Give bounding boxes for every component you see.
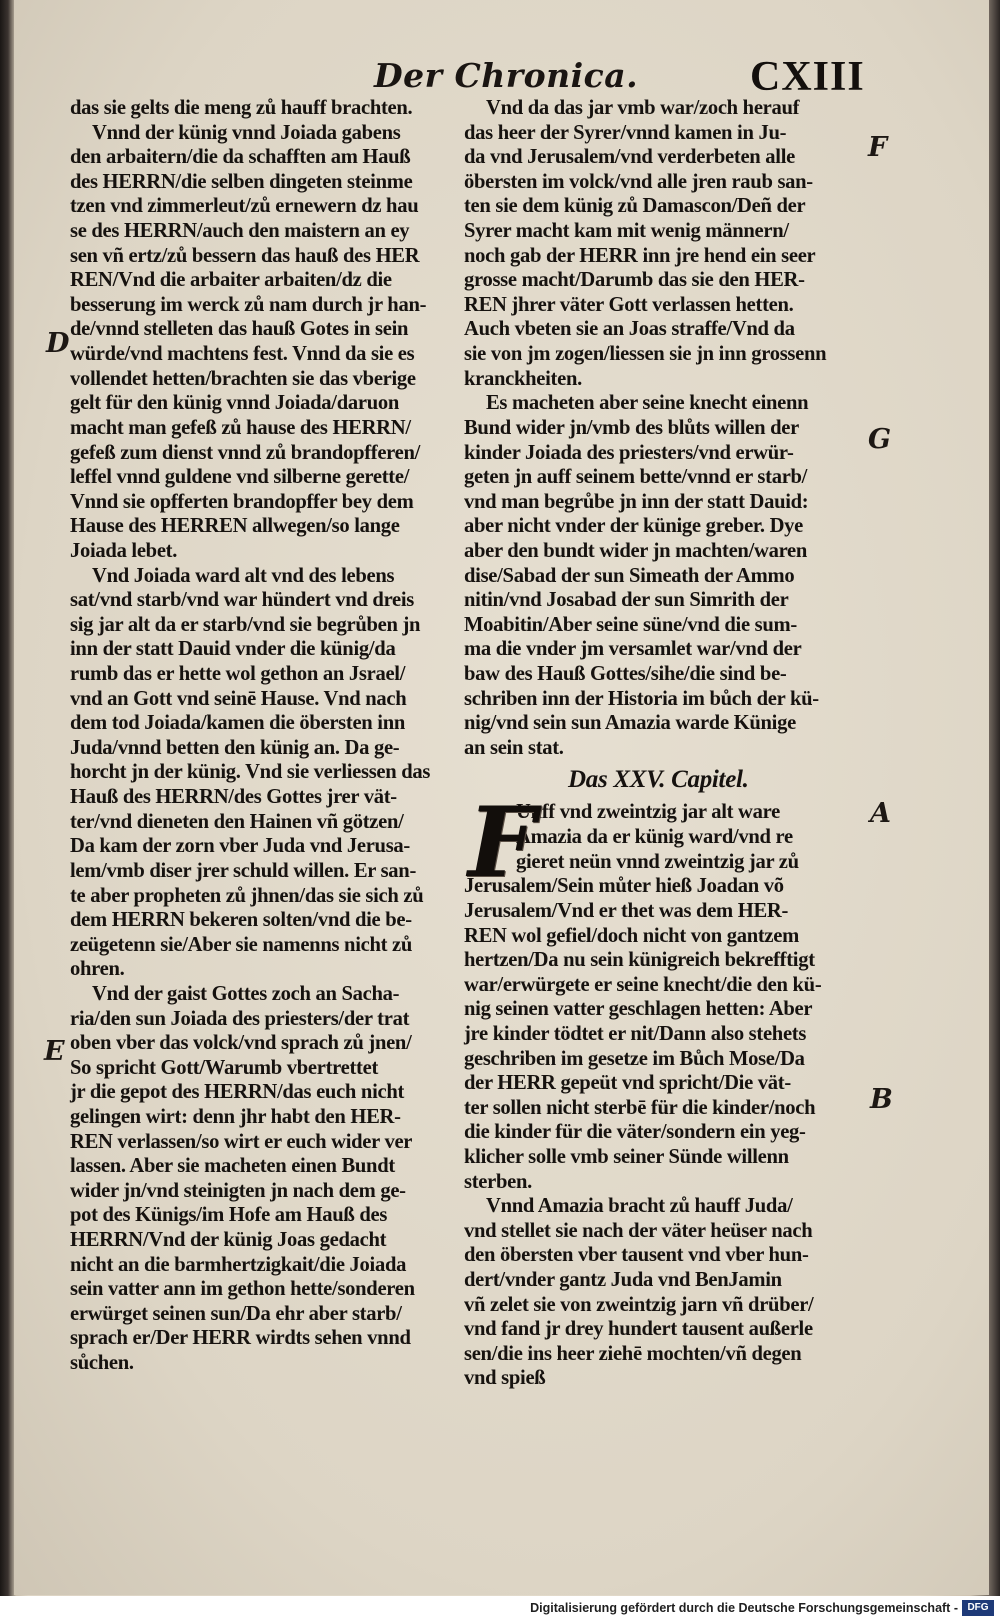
funding-credit-text: Digitalisierung gefördert durch die Deutsche Forschungsgemeinschaft - [530, 1601, 958, 1615]
text-line: vnd spieß [464, 1367, 546, 1390]
text-line: REN/Vnd die arbaiter arbaiten/dz die [70, 269, 392, 292]
text-line: Syrer macht kam mit wenig männern/ [464, 220, 789, 243]
text-line: erwürget seinen sun/Da ehr aber starb/ [70, 1302, 402, 1325]
text-line: sat/vnd starb/vnd war hündert vnd dreis [70, 589, 415, 612]
text-line: ten sie dem künig zů Damascon/Deñ der [464, 195, 806, 218]
text-line: ma die vnder jm versamlet war/vnd der [464, 638, 802, 661]
text-line: gelt für den künig vnnd Joiada/daruon [70, 392, 399, 415]
text-line: gieret neün vnnd zweintzig jar zů [516, 850, 799, 873]
text-line: Vnd Joiada ward alt vnd des lebens [92, 564, 395, 587]
text-line: vnd an Gott vnd seinē Hause. Vnd nach [70, 687, 407, 710]
text-line: kinder Joiada des priesters/vnd erwür- [464, 441, 794, 464]
text-line: nitin/vnd Josabad der sun Simrith der [464, 589, 789, 612]
text-line: sig jar alt da er starb/vnd sie begrůben jn [70, 613, 421, 636]
chapter-section [464, 760, 859, 1391]
text-line: jre kinder tödtet er nit/Dann also stehets [464, 1022, 807, 1045]
text-line: dem tod Joiada/kamen die öbersten inn [70, 712, 406, 735]
dfg-logo: DFG [962, 1600, 994, 1616]
text-line: sen/die ins heer ziehē mochten/vñ degen [464, 1342, 802, 1365]
text-line: ohren. [70, 958, 125, 981]
text-line: ria/den sun Joiada des priesters/der trat [70, 1007, 410, 1030]
text-line: des HERRN/die selben dingeten steinme [70, 170, 413, 193]
text-line: HERRN/Vnd der künig Joas gedacht [70, 1229, 387, 1252]
text-line: dert/vnder gantz Juda vnd BenJamin [464, 1269, 782, 1292]
running-title: Der Chronica. [374, 56, 639, 95]
text-line: sterben. [464, 1170, 532, 1193]
text-line: nig/vnd sein sun Amazia warde Künige [464, 712, 796, 735]
text-line: sein vatter ann im gethon hette/sonderen [70, 1278, 415, 1301]
text-line: schriben inn der Historia im bůch der kü- [464, 687, 819, 710]
text-line: dem HERRN bekeren solten/vnd die be- [70, 909, 412, 932]
text-line: Jerusalem/Sein můter hieß Joadan võ [464, 875, 784, 898]
text-line: sen vñ ertz/zů bessern das hauß des HER [70, 244, 420, 267]
margin-letter-b: B [870, 1084, 893, 1115]
text-line: pot des Künigs/im Hofe am Hauß des [70, 1204, 388, 1227]
text-line: inn der statt Dauid vnder die künig/da [70, 638, 396, 661]
text-line: der HERR gepeüt vnd spricht/Die vät- [464, 1072, 791, 1095]
text-line: Es macheten aber seine knecht einenn [486, 392, 809, 415]
folio-number: CXIII [750, 54, 865, 100]
drop-cap-initial: F [468, 786, 536, 900]
text-line: Auch vbeten sie an Joas straffe/Vnd da [464, 318, 795, 341]
text-line: te aber propheten zů jhnen/das sie sich zů [70, 884, 424, 907]
text-line: geten jn auff seinem bette/vnnd er starb/ [464, 466, 808, 489]
text-line: hertzen/Da nu sein künigreich bekrefftigt [464, 949, 815, 972]
text-line: oben vber das volck/vnd sprach zů jnen/ [70, 1032, 412, 1055]
text-line: Unff vnd zweintzig jar alt ware [516, 801, 780, 824]
text-line: gefeß zum dienst vnnd zů brandopfferen/ [70, 441, 421, 464]
text-line: nicht an die barmhertzigkait/die Joiada [70, 1253, 407, 1276]
text-line: Hause des HERREN allwegen/so lange [70, 515, 400, 538]
margin-letter-f: F [868, 132, 888, 163]
text-line: tzen vnd zimmerleut/zů ernewern dz hau [70, 195, 419, 218]
text-line: öbersten im volck/vnd alle jren raub san- [464, 170, 813, 193]
book-page [14, 0, 989, 1595]
text-line: Jerusalem/Vnd er thet was dem HER- [464, 899, 789, 922]
text-line: Vnnd Amazia bracht zů hauff Juda/ [486, 1195, 793, 1218]
text-line: da vnd Jerusalem/vnd verderbeten alle [464, 146, 795, 169]
text-line: Vnnd der künig vnnd Joiada gabens [92, 121, 401, 144]
text-line: nig seinen vatter geschlagen hetten: Aber [464, 998, 813, 1021]
text-line: besserung im werck zů nam durch jr han- [70, 293, 427, 316]
text-line: jr die gepot des HERRN/das euch nicht [70, 1081, 405, 1104]
text-line: sprach er/Der HERR wirdts sehen vnnd [70, 1327, 411, 1350]
text-line: das heer der Syrer/vnnd kamen in Ju- [464, 121, 787, 144]
text-line: sie von jm zogen/liessen sie jn inn grossenn [464, 343, 827, 366]
text-line: REN wol gefiel/doch nicht von gantzem [464, 924, 799, 947]
text-line: war/erwürgete er seine knecht/die den kü- [464, 973, 822, 996]
text-line: Juda/vnnd betten den künig an. Da ge- [70, 736, 400, 759]
text-line: lem/vmb diser jrer schuld willen. Er san- [70, 859, 417, 882]
text-line: grosse macht/Darumb das sie den HER- [464, 269, 805, 292]
text-line: So spricht Gott/Warumb vbertrettet [70, 1056, 378, 1079]
text-line: Bund wider jn/vmb des blůts willen der [464, 416, 799, 439]
text-line: Vnd da das jar vmb war/zoch herauf [486, 97, 800, 119]
text-line: leffel vnnd guldene vnd silberne gerette/ [70, 466, 410, 489]
text-line: ter sollen nicht sterbē für die kinder/noch [464, 1096, 816, 1119]
chapter-heading: Das XXV. Capitel. [568, 766, 749, 794]
text-line: Da kam der zorn vber Juda vnd Jerusa- [70, 835, 410, 858]
text-line: horcht jn der künig. Vnd sie verliessen das [70, 761, 431, 784]
right-column-top-text [464, 96, 859, 760]
text-line: vollendet hetten/brachten sie das vberige [70, 367, 416, 390]
text-line: den arbaitern/die da schafften am Hauß [70, 146, 411, 169]
text-line: sůchen. [70, 1352, 134, 1375]
text-line: noch gab der HERR inn jre hend ein seer [464, 244, 816, 267]
text-line: vnd stellet sie nach der väter heüser nach [464, 1219, 813, 1242]
text-line: se des HERRN/auch den maistern an ey [70, 220, 410, 243]
text-line: würde/vnd machtens fest. Vnnd da sie es [70, 343, 415, 366]
text-line: Amazia da er künig ward/vnd re [516, 826, 793, 849]
text-line: lassen. Aber sie macheten einen Bundt [70, 1155, 395, 1178]
text-line: die kinder für die väter/sondern ein yeg- [464, 1121, 806, 1144]
text-line: kranckheiten. [464, 367, 582, 390]
text-line: Vnd der gaist Gottes zoch an Sacha- [92, 982, 400, 1005]
text-line: das sie gelts die meng zů hauff brachten. [70, 97, 413, 119]
text-line: de/vnnd stelleten das hauß Gotes in sein [70, 318, 409, 341]
text-line: an sein stat. [464, 736, 564, 759]
text-line: REN verlassen/so wirt er euch wider ver [70, 1130, 413, 1153]
left-text-column [70, 96, 465, 1376]
text-line: wider jn/vnd steinigten jn nach dem ge- [70, 1179, 406, 1202]
digitization-footer [0, 1596, 1000, 1622]
text-line: vñ zelet sie von zweintzig jarn vñ drüber/ [464, 1293, 814, 1316]
margin-letter-d: D [46, 328, 70, 359]
text-line: ter/vnd dieneten den Hainen vñ götzen/ [70, 810, 404, 833]
text-line: klicher solle vmb seiner Sünde willenn [464, 1145, 789, 1168]
text-line: Moabitin/Aber seine süne/vnd die sum- [464, 613, 797, 636]
text-line: rumb das er hette wol gethon an Jsrael/ [70, 663, 406, 686]
text-line: Vnnd sie opfferten brandopffer bey dem [70, 490, 414, 513]
right-text-column [464, 96, 859, 1391]
text-line: REN jhrer väter Gott verlassen hetten. [464, 293, 794, 316]
text-line: Hauß des HERRN/des Gottes jrer vät- [70, 786, 397, 809]
text-line: zeügetenn sie/Aber sie namenns nicht zů [70, 933, 413, 956]
text-line: Joiada lebet. [70, 539, 178, 562]
text-line: gelingen wirt: denn jhr habt den HER- [70, 1105, 401, 1128]
margin-letter-a: A [870, 798, 891, 829]
margin-letter-e: E [44, 1036, 65, 1067]
text-line: geschriben im gesetze im Bůch Mose/Da [464, 1047, 805, 1070]
text-line: macht man gefeß zů hause des HERRN/ [70, 416, 411, 439]
text-line: aber nicht vnder der künige greber. Dye [464, 515, 803, 538]
margin-letter-g: G [868, 424, 892, 455]
text-line: vnd fand jr drey hundert tausent außerle [464, 1318, 813, 1341]
text-line: dise/Sabad der sun Simeath der Ammo [464, 564, 795, 587]
text-line: baw des Hauß Gottes/sihe/die sind be- [464, 663, 787, 686]
text-line: aber den bundt wider jn machten/waren [464, 539, 808, 562]
text-line: vnd man begrůbe jn inn der statt Dauid: [464, 490, 809, 513]
text-line: den öbersten vber tausent vnd vber hun- [464, 1244, 809, 1267]
